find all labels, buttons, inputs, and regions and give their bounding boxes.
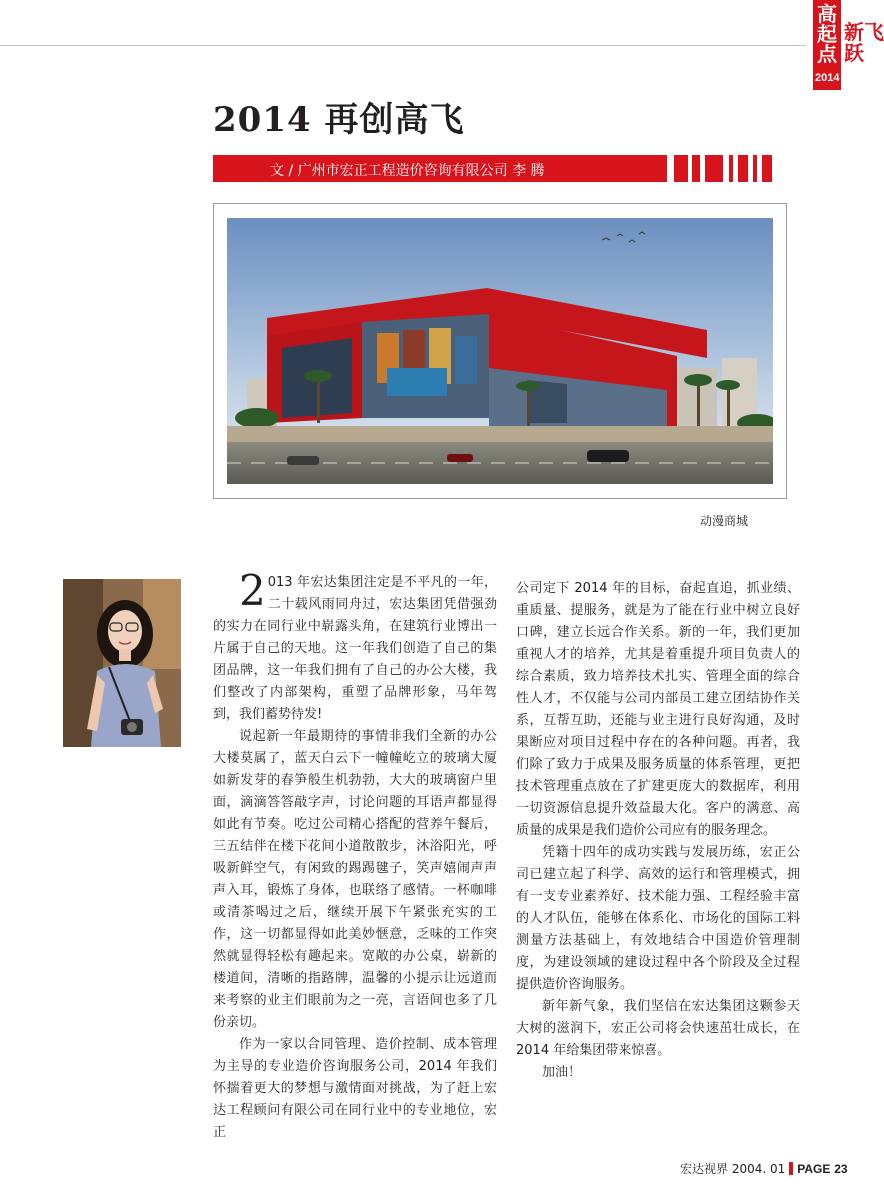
byline-stripe — [762, 155, 772, 182]
publication-name: 宏达视界 2004. 01 — [680, 1162, 786, 1176]
author-portrait-image — [63, 579, 181, 747]
building-photo-frame — [213, 203, 787, 499]
article-title: 2014 再创高飞 — [213, 100, 465, 140]
page-footer — [680, 1160, 848, 1177]
header-rule — [0, 45, 806, 46]
paragraph — [213, 566, 497, 726]
paragraph: 作为一家以合同管理、造价控制、成本管理为主导的专业造价咨询服务公司，2014 年我们怀揣着更大的梦想与激情面对挑战，为了赶上宏达工程顾问有限公司在同行业中的专业地位，宏正 — [213, 1037, 497, 1140]
section-tag-year: 2014 — [815, 72, 840, 84]
dropcap: 2 — [239, 566, 266, 615]
byline-stripe — [705, 155, 723, 182]
photo-caption: 动漫商城 — [700, 514, 749, 528]
section-tag-text: 高起点 — [817, 2, 837, 66]
section-tag — [806, 0, 884, 90]
paragraph-text: 013 年宏达集团注定是不平凡的一年，二十载风雨同舟过，宏达集团凭借强劲的实力在同行业中崭露头角，在建筑行业博出一片属于自己的天地。这一年我们创造了自己的集团品牌，这一年我们拥有了自己的办公大楼，我们整改了内部架构，重塑了品牌形象，马年驾到，我们蓄势待发! — [213, 575, 497, 722]
byline-stripe — [692, 155, 700, 182]
paragraph: 加油！ — [542, 1065, 582, 1080]
footer-bar — [789, 1162, 793, 1175]
page-number: 23 — [834, 1162, 848, 1176]
paragraph: 新年新气象，我们坚信在宏达集团这颗参天大树的滋润下，宏正公司将会快速茁壮成长，在 2014 年给集团带来惊喜。 — [516, 999, 800, 1058]
paragraph: 公司定下 2014 年的目标，奋起直追，抓业绩、重质量、提服务，就是为了能在行业中树立良好口碑，建立长远合作关系。新的一年，我们更加重视人才的培养，尤其是着重提升项目负责人的综合素质，致力培养技术扎实、管理全面的综合性人才，不仅能与公司内部员工建立团结协作关系，互帮互助，还能与业主进行良好沟通，及时果断应对项目过程中存在的各种问题。再者，我们除了致力于成果及服务质量的体系管理，更把技术管理重点放在了扩建更庞大的数据库，利用一切资源信息提升效益最大化。客户的满意、高质量的成果是我们造价公司应有的服务理念。 — [516, 581, 800, 838]
byline-stripe — [674, 155, 688, 182]
article-column-right — [516, 578, 800, 1084]
byline-stripe — [738, 155, 748, 182]
article-column-left — [213, 566, 497, 1144]
byline-stripe — [729, 155, 733, 182]
section-tag-text-2: 新飞跃 — [844, 20, 884, 65]
paragraph: 凭籍十四年的成功实践与发展历练，宏正公司已建立起了科学、高效的运行和管理模式，拥有一支专业素养好、技术能力强、工程经验丰富的人才队伍，能够在体系化、市场化的国际工料测量方法基础上，有效地结合中国造价管理制度，为建设领域的建设过程中各个阶段及全过程提供造价咨询服务。 — [516, 845, 800, 992]
byline-stripe — [753, 155, 757, 182]
page-label: PAGE — [797, 1162, 831, 1176]
byline: 文 / 广州市宏正工程造价咨询有限公司 李 腾 — [270, 163, 545, 179]
paragraph: 说起新一年最期待的事情非我们全新的办公大楼莫属了，蓝天白云下一幢幢屹立的玻璃大厦如新发芽的春笋般生机勃勃，大大的玻璃窗户里面，滴滴答答敲字声，讨论问题的耳语声都显得如此有节奏。吃过公司精心搭配的营养午餐后，三五结伴在楼下花间小道散散步，沐浴阳光，呼吸新鲜空气，有闲致的踢踢毽子，笑声嬉闹声声声入耳，锻炼了身体，也联络了感情。一杯咖啡或清茶喝过之后，继续开展下午紧张充实的工作，这一切都显得如此美妙惬意，乏味的工作突然就显得轻松有趣起来。宽敞的办公桌，崭新的楼道间，清晰的指路牌，温馨的小提示让远道而来考察的业主们眼前为之一亮，言语间也多了几份亲切。 — [213, 729, 497, 1030]
author-portrait — [63, 579, 181, 747]
building-photo — [227, 218, 773, 484]
